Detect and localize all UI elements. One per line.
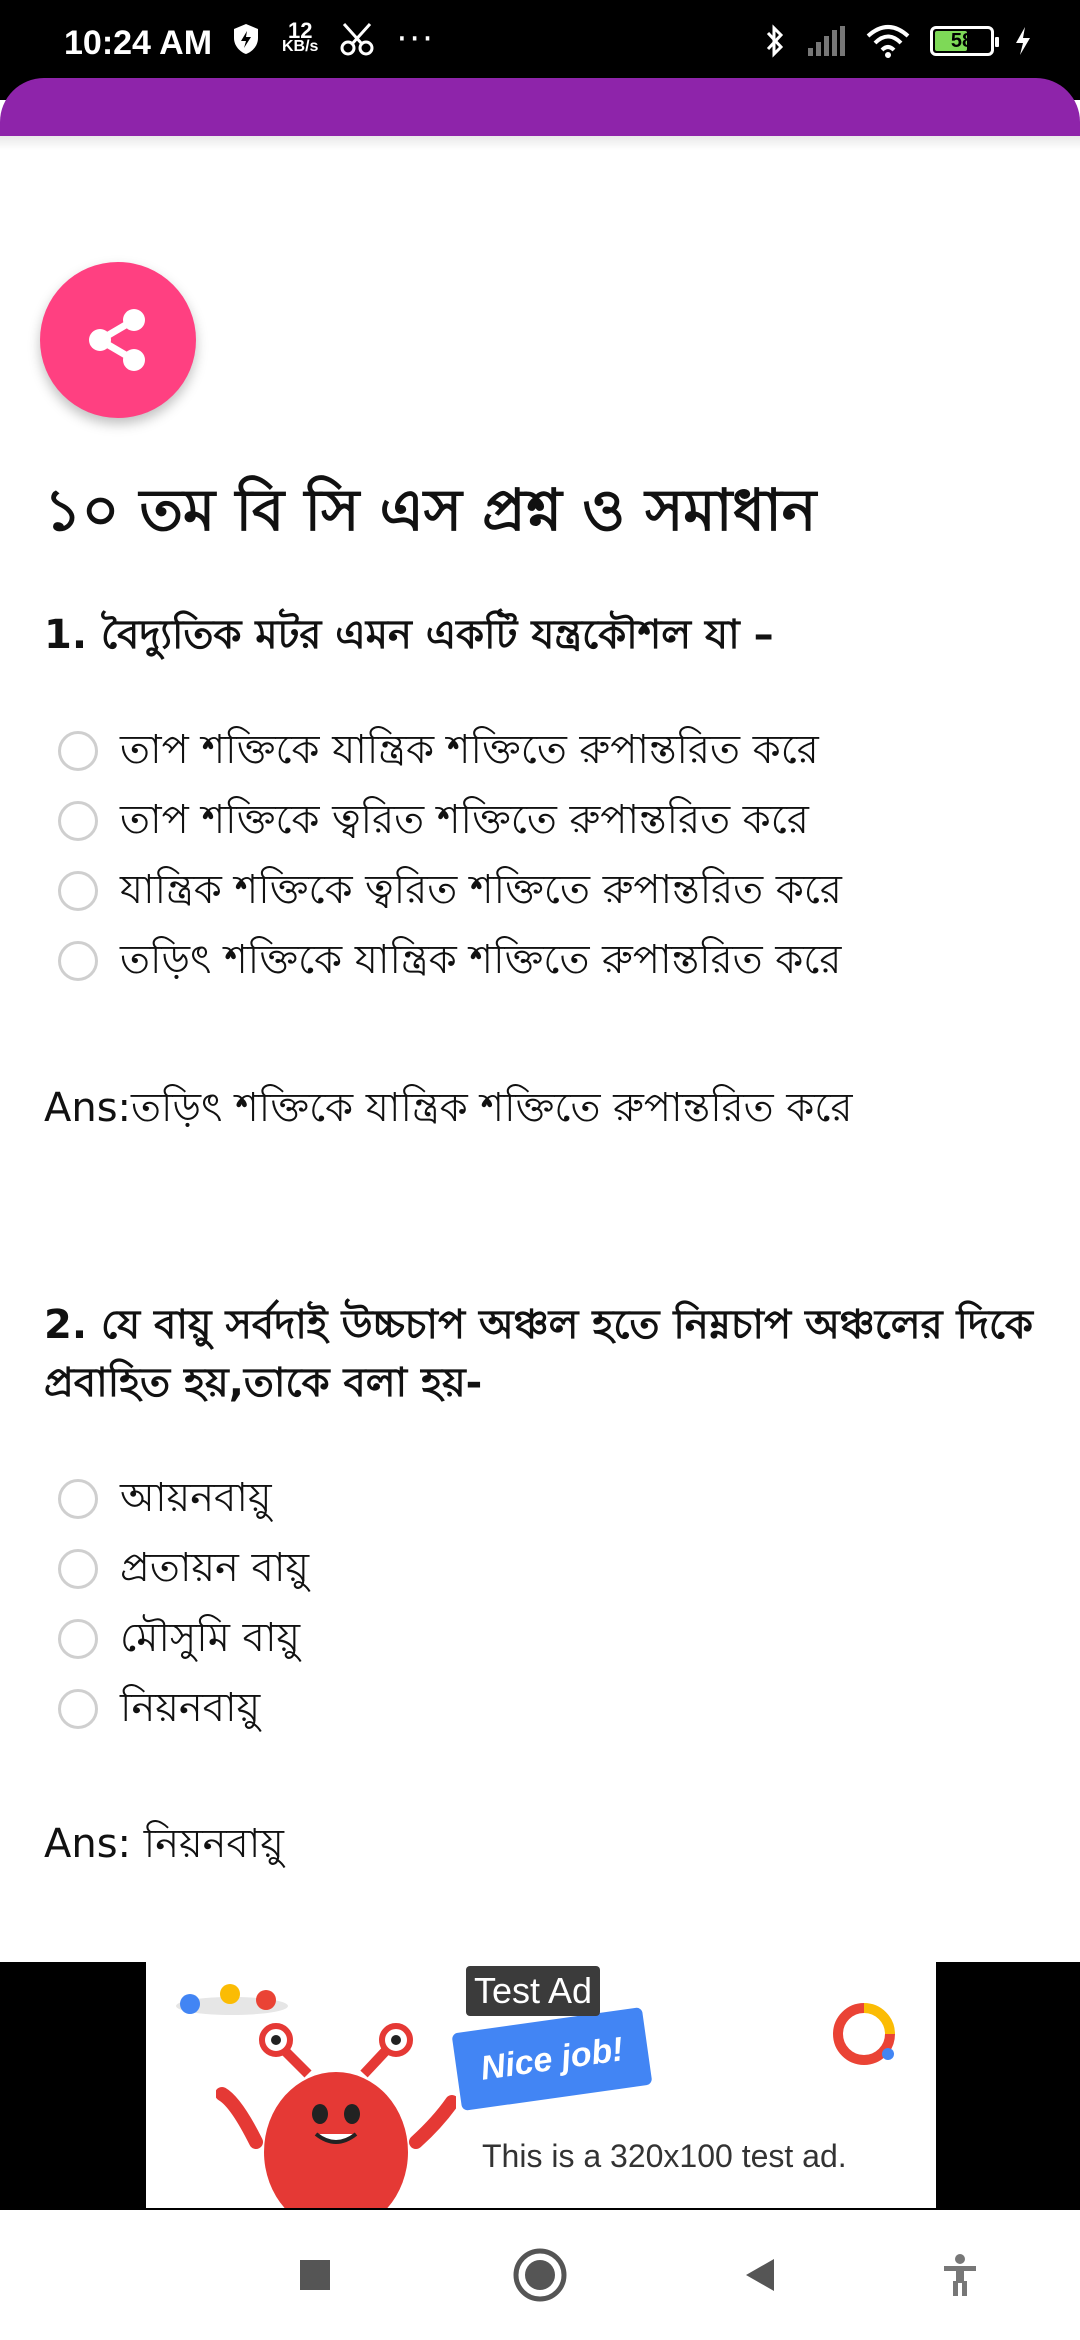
system-nav-bar (0, 2210, 1080, 2340)
radio-button[interactable] (58, 1549, 98, 1589)
status-icons-left (232, 18, 435, 59)
option-1-1[interactable] (44, 716, 1044, 786)
status-icons-right (764, 24, 1032, 58)
option-label: মৌসুমি বায়ু (120, 1614, 301, 1661)
test-ad-badge: Test Ad (466, 1966, 600, 2016)
page-title: ১০ তম বি সি এস প্রশ্ন ও সমাধান (44, 476, 817, 544)
speed-value: 12 (287, 18, 313, 43)
radio-button[interactable] (58, 731, 98, 771)
bluetooth-icon (764, 24, 786, 58)
question-text-1: 1. বৈদ্যুতিক মটর এমন একটি যন্ত্রকৌশল যা – (44, 612, 774, 658)
share-button[interactable] (40, 262, 196, 418)
option-label: তড়িৎ শক্তিকে যান্ত্রিক শক্তিতে রুপান্তরিত করে (120, 936, 842, 983)
accessibility-button[interactable] (925, 2240, 995, 2310)
home-circle-icon (511, 2246, 569, 2304)
back-button[interactable] (725, 2240, 795, 2310)
recents-button[interactable] (280, 2240, 350, 2310)
adchoices-logo-icon (832, 2002, 896, 2066)
options-list-1 (44, 716, 1044, 996)
radio-button[interactable] (58, 1479, 98, 1519)
radio-button[interactable] (58, 801, 98, 841)
status-time: 10:24 AM (64, 24, 213, 62)
option-label: প্রতায়ন বায়ু (120, 1544, 310, 1591)
question-block-1 (44, 606, 1044, 1136)
home-button[interactable] (505, 2240, 575, 2310)
share-icon (80, 302, 156, 378)
signal-icon (806, 26, 846, 56)
accessibility-icon (940, 2253, 980, 2297)
square-icon (298, 2258, 332, 2292)
battery-icon (930, 26, 994, 56)
back-triangle-icon (740, 2255, 780, 2295)
option-label: যান্ত্রিক শক্তিকে ত্বরিত শক্তিতে রুপান্তরিত করে (120, 866, 842, 913)
option-label: তাপ শক্তিকে যান্ত্রিক শক্তিতে রুপান্তরিত করে (120, 726, 819, 773)
option-2-2[interactable] (44, 1534, 1044, 1604)
speed-unit: KB/s (282, 38, 319, 55)
option-2-4[interactable] (44, 1674, 1044, 1744)
option-2-1[interactable] (44, 1464, 1044, 1534)
options-list-2 (44, 1464, 1044, 1744)
option-label: তাপ শক্তিকে ত্বরিত শক্তিতে রুপান্তরিত করে (120, 796, 809, 843)
charging-icon (1014, 26, 1032, 56)
monster-mascot-icon (216, 2022, 456, 2208)
test-ad-banner[interactable] (146, 1962, 936, 2208)
question-text-2: 2. যে বায়ু সর্বদাই উচ্চচাপ অঞ্চল হতে নিম্নচাপ অঞ্চলের দিকে প্রবাহিত হয়,তাকে বলা হয়- (44, 1302, 1034, 1406)
answer-text-2: Ans: নিয়নবায়ু (44, 1821, 284, 1867)
ad-description: This is a 320x100 test ad. (482, 2138, 847, 2174)
battery-level: 58 (950, 29, 974, 52)
ad-container (0, 1962, 1080, 2210)
answer-text-1: Ans:তড়িৎ শক্তিকে যান্ত্রিক শক্তিতে রুপান্তরিত করে (44, 1085, 853, 1131)
option-label: নিয়নবায়ু (120, 1684, 261, 1731)
option-1-4[interactable] (44, 926, 1044, 996)
radio-button[interactable] (58, 871, 98, 911)
app-bar-shadow (0, 136, 1080, 150)
option-1-3[interactable] (44, 856, 1044, 926)
app-bar (0, 78, 1080, 138)
question-block-2 (44, 1296, 1044, 1872)
radio-button[interactable] (58, 1689, 98, 1729)
quiz-content (44, 470, 1044, 1872)
wifi-icon (866, 24, 910, 58)
option-2-3[interactable] (44, 1604, 1044, 1674)
option-1-2[interactable] (44, 786, 1044, 856)
shield-icon (232, 23, 260, 55)
scissors-icon (340, 22, 374, 56)
radio-button[interactable] (58, 1619, 98, 1659)
more-notifications: ··· (396, 19, 435, 59)
network-speed (282, 18, 319, 55)
option-label: আয়নবায়ু (120, 1474, 272, 1521)
nice-job-flag: Nice job! (452, 2007, 653, 2111)
radio-button[interactable] (58, 941, 98, 981)
